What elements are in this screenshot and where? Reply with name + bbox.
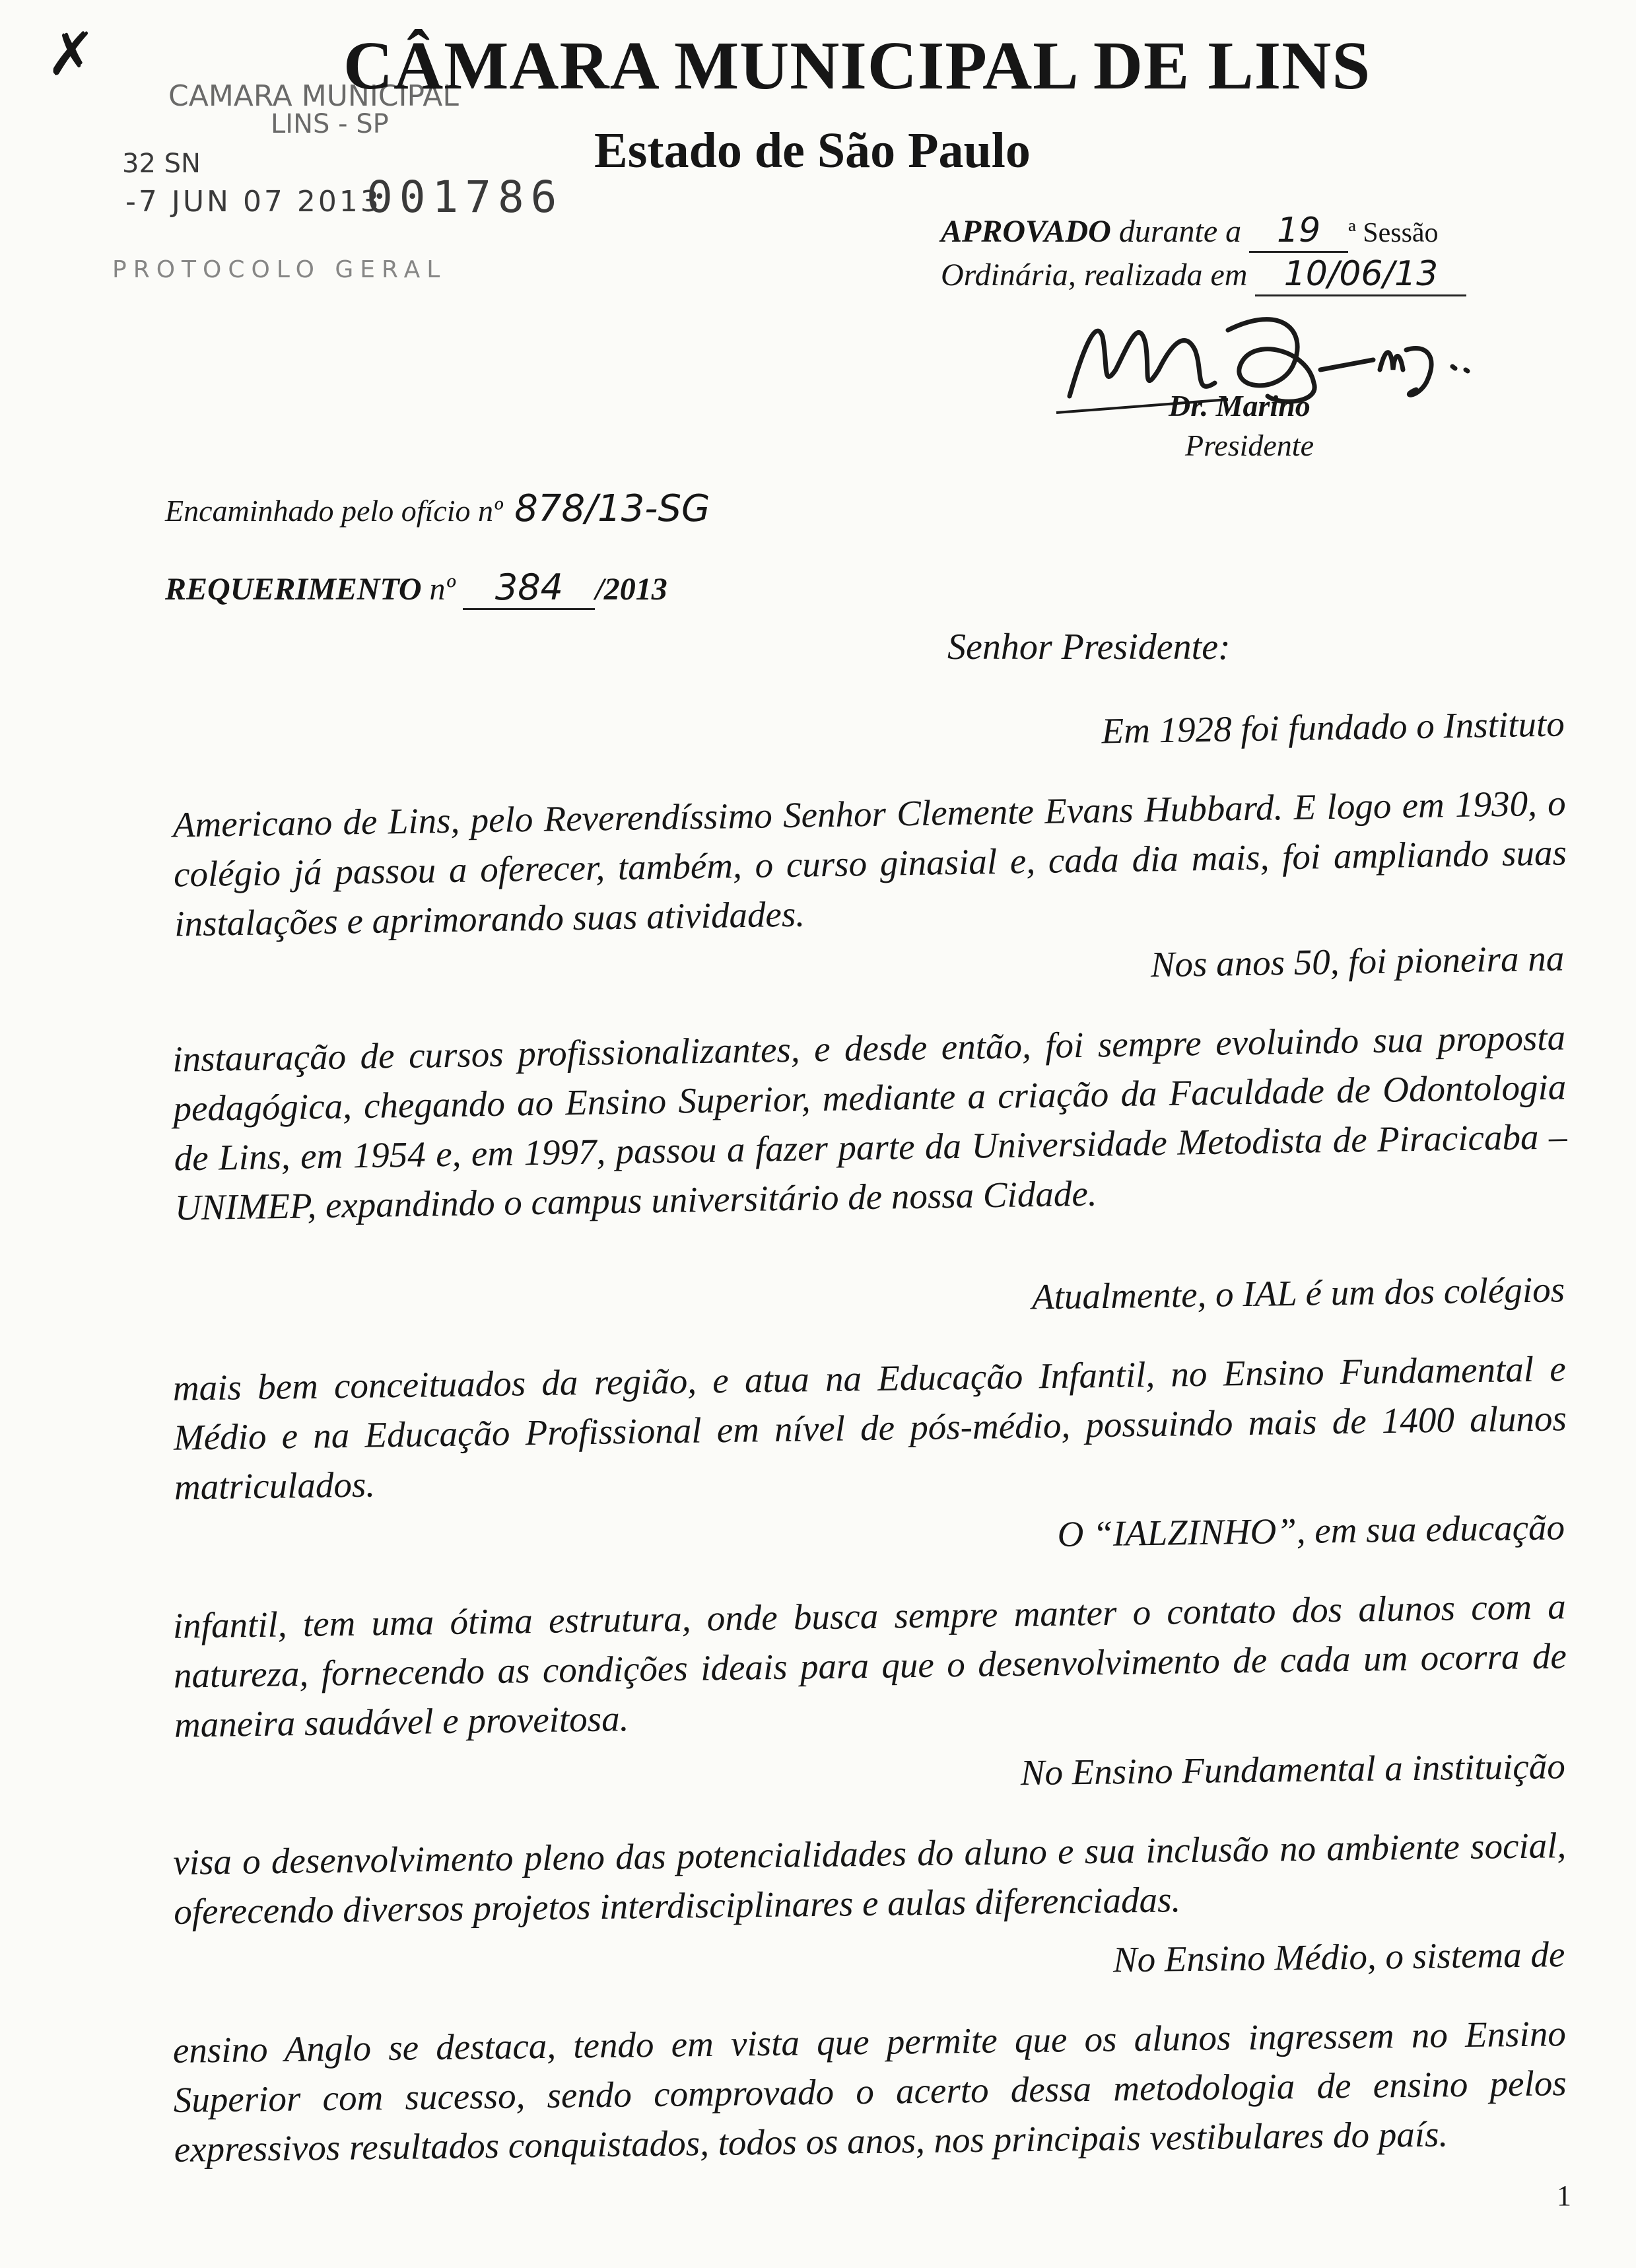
paragraph-3-body: mais bem conceituados da região, e atua na Educação Infantil, no Ensino Fundamental e Médio e na Educação Profissional em nível de pós-médio, possuindo mais de 1400 alunos matriculados.: [172, 1348, 1567, 1507]
approval-date: 10/06/13: [1255, 254, 1466, 296]
paragraph-6: [172, 1929, 1567, 2174]
receipt-stamp-date: -7 JUN 07 2013: [125, 185, 382, 219]
paragraph-6-opening: No Ensino Médio, o sistema de: [1112, 1934, 1565, 1980]
forwarding-line: [165, 487, 710, 530]
paragraph-2: [171, 933, 1568, 1232]
approved-during-label: durante a: [1110, 214, 1250, 249]
page-number: 1: [1557, 2180, 1571, 2212]
requerimento-number: 384: [463, 567, 595, 610]
receipt-stamp-code: 32 SN: [122, 149, 201, 179]
paragraph-1: [171, 699, 1567, 948]
salutation: Senhor Presidente:: [947, 627, 1231, 668]
requerimento-line: [165, 567, 667, 610]
receipt-stamp-line2: LINS - SP: [271, 109, 389, 139]
paragraph-3: [172, 1264, 1568, 1511]
paragraph-1-opening: Em 1928 foi fundado o Instituto: [1101, 703, 1565, 751]
president-name: Dr. Marino: [1169, 389, 1311, 423]
protocol-number: 001786: [366, 172, 564, 223]
approval-block: [941, 210, 1466, 296]
paragraph-4: [172, 1502, 1568, 1749]
session-label: ª Sessão: [1348, 218, 1439, 248]
paragraph-4-body: infantil, tem uma ótima estrutura, onde busca sempre manter o contato dos alunos com a natureza, fornecendo as condições ideais para que o desenvolvimento de cada um ocorra de maneira saudável e proveitosa.: [172, 1586, 1567, 1745]
paragraph-1-body: Americano de Lins, pelo Reverendíssimo Senhor Clemente Evans Hubbard. E logo em 1930, o colégio já passou a oferecer, também, o curso ginasial e, cada dia mais, foi ampliando suas instalações e aprimorando suas atividades.: [172, 782, 1567, 944]
approval-line-1: [941, 210, 1466, 254]
paragraph-3-opening: Atualmente, o IAL é um dos colégios: [1031, 1269, 1565, 1317]
paragraph-5: [172, 1741, 1567, 1937]
paragraph-6-body: ensino Anglo se destaca, tendo em vista que permite que os alunos ingressem no Ensino Superior com sucesso, sendo comprovado o acerto dessa metodologia de ensino pelos expressivos resultados conquistados, todos os anos, nos principais vestibulares do país.: [172, 2013, 1567, 2170]
requerimento-label: REQUERIMENTO: [165, 572, 422, 607]
session-number: 19: [1249, 210, 1348, 253]
corner-handwritten-mark: ✗: [46, 20, 96, 89]
paragraph-2-body: instauração de cursos profissionalizantes, e desde então, foi sempre evoluindo sua proposta pedagógica, chegando ao Ensino Superior, mediante a criação da Faculdade de Odontologia de Lins, em 1954 e, em 1997, passou a fazer parte da Universidade Metodista de Piracicaba – UNIMEP, expandindo o campus universitário de nossa Cidade.: [172, 1017, 1567, 1228]
paragraph-4-opening: O “IALZINHO”, em sua educação: [1057, 1507, 1565, 1555]
requerimento-year: /2013: [595, 572, 667, 607]
requerimento-no-label: nº: [421, 572, 463, 607]
state-subtitle: Estado de São Paulo: [594, 123, 1031, 178]
approved-label: APROVADO: [941, 214, 1111, 249]
protocol-footer-stamp: PROTOCOLO GERAL: [112, 256, 447, 283]
ordinary-session-label: Ordinária, realizada em: [941, 258, 1256, 292]
forwarding-number: 878/13-SG: [514, 487, 710, 530]
president-role: Presidente: [1185, 429, 1314, 462]
paragraph-5-opening: No Ensino Fundamental a instituição: [1020, 1746, 1566, 1793]
receipt-stamp-line1: CAMARA MUNICIPAL: [168, 79, 459, 113]
paragraph-5-body: visa o desenvolvimento pleno das potencialidades do aluno e sua inclusão no ambiente social, oferecendo diversos projetos interdisciplinares e aulas diferenciadas.: [172, 1825, 1567, 1932]
chamber-title: CÂMARA MUNICIPAL DE LINS: [343, 28, 1371, 104]
paragraph-2-opening: Nos anos 50, foi pioneira na: [1150, 938, 1565, 985]
forwarding-label: Encaminhado pelo ofício nº: [165, 494, 503, 528]
